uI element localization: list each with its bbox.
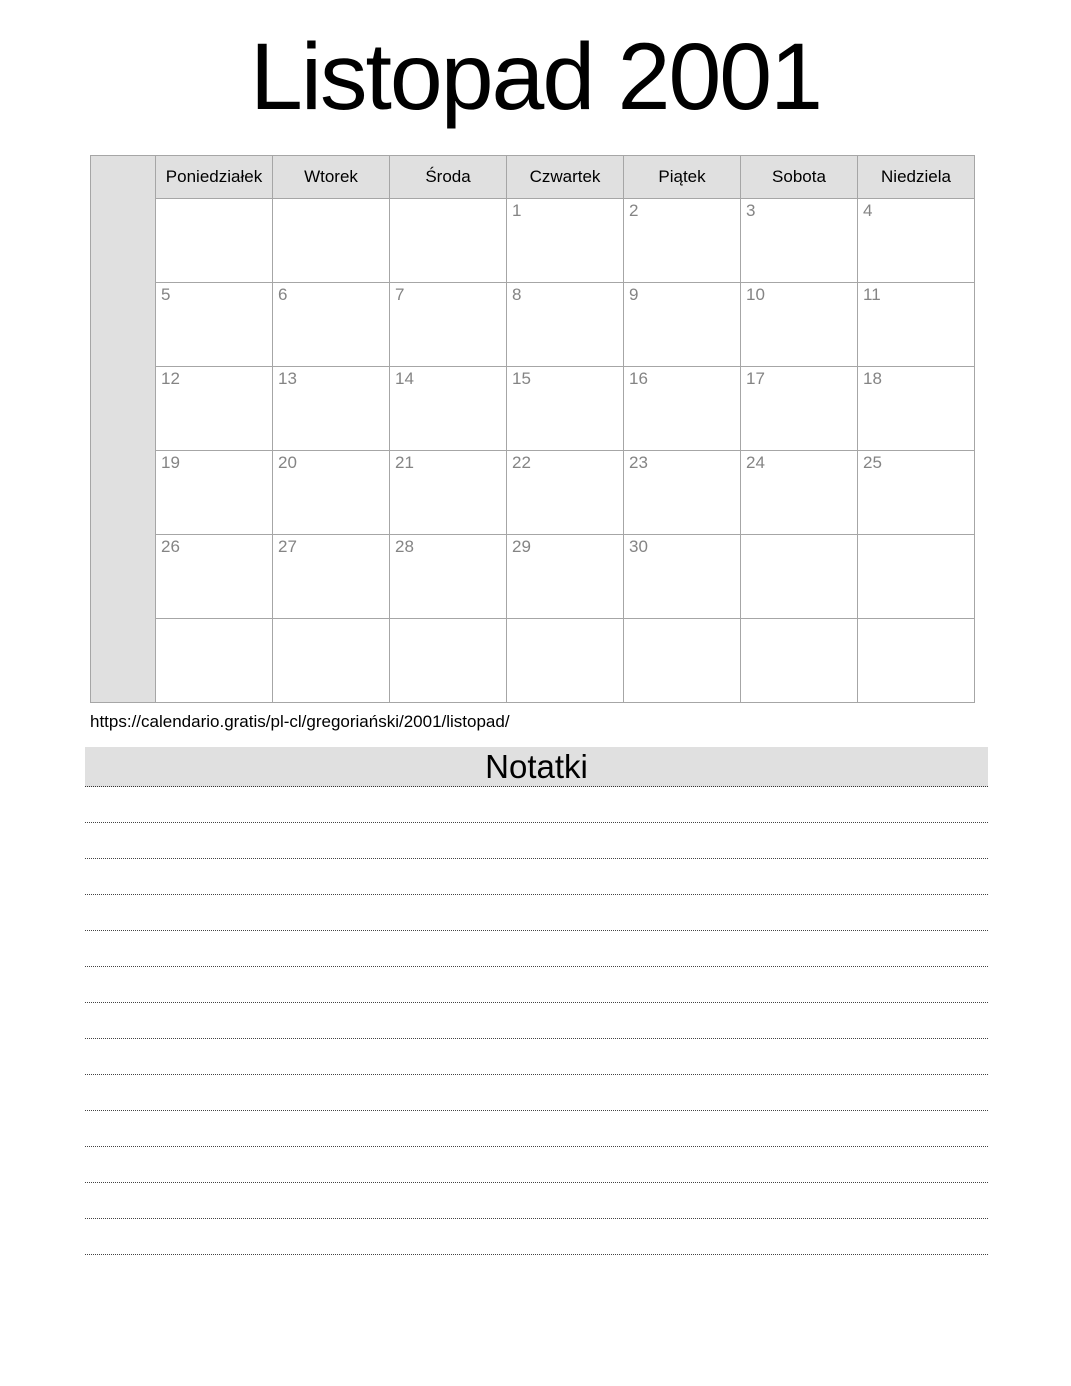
weekday-header-sunday: Niedziela [858,156,975,199]
day-cell [156,199,273,283]
day-cell: 10 [741,283,858,367]
note-line [85,1075,988,1111]
day-cell: 18 [858,367,975,451]
day-cell [507,619,624,703]
day-cell [156,619,273,703]
day-cell: 21 [390,451,507,535]
day-cell [273,199,390,283]
notes-lines [85,787,988,1255]
day-cell: 27 [273,535,390,619]
day-cell: 5 [156,283,273,367]
day-cell: 23 [624,451,741,535]
note-line [85,931,988,967]
day-cell [390,619,507,703]
weekday-header-friday: Piątek [624,156,741,199]
week-row [91,199,975,283]
weekday-header-thursday: Czwartek [507,156,624,199]
day-cell: 22 [507,451,624,535]
source-url-text: https://calendario.gratis/pl-cl/gregoriański/2001/listopad/ [90,712,510,731]
day-cell: 2 [624,199,741,283]
week-row [91,451,975,535]
day-cell [858,619,975,703]
day-cell: 14 [390,367,507,451]
notes-header [85,747,988,787]
day-cell [390,199,507,283]
week-row [91,535,975,619]
weekday-header-tuesday: Wtorek [273,156,390,199]
day-cell [741,619,858,703]
day-cell: 24 [741,451,858,535]
day-cell: 25 [858,451,975,535]
week-row [91,367,975,451]
day-cell: 9 [624,283,741,367]
day-cell: 19 [156,451,273,535]
weekday-header-row [91,156,975,199]
week-row [91,619,975,703]
day-cell [858,535,975,619]
calendar [90,155,975,703]
day-cell: 8 [507,283,624,367]
note-line [85,1183,988,1219]
note-line [85,787,988,823]
note-line [85,823,988,859]
weekday-header-monday: Poniedziałek [156,156,273,199]
day-cell: 28 [390,535,507,619]
day-cell [624,619,741,703]
day-cell: 6 [273,283,390,367]
calendar-table [90,155,975,703]
weekday-header-saturday: Sobota [741,156,858,199]
day-cell: 16 [624,367,741,451]
day-cell: 26 [156,535,273,619]
weekday-header-wednesday: Środa [390,156,507,199]
day-cell: 1 [507,199,624,283]
day-cell: 3 [741,199,858,283]
day-cell: 15 [507,367,624,451]
day-cell: 11 [858,283,975,367]
notes-title: Notatki [485,748,588,785]
sidebar-column [91,156,156,703]
notes-section [85,747,988,1255]
day-cell: 20 [273,451,390,535]
page-title: Listopad 2001 [250,24,821,130]
note-line [85,895,988,931]
day-cell: 30 [624,535,741,619]
day-cell: 7 [390,283,507,367]
day-cell [273,619,390,703]
day-cell: 12 [156,367,273,451]
note-line [85,1147,988,1183]
day-cell: 17 [741,367,858,451]
day-cell: 29 [507,535,624,619]
note-line [85,859,988,895]
note-line [85,1111,988,1147]
day-cell [741,535,858,619]
note-line [85,1003,988,1039]
week-row [91,283,975,367]
note-line [85,967,988,1003]
day-cell: 13 [273,367,390,451]
note-line [85,1219,988,1255]
note-line [85,1039,988,1075]
day-cell: 4 [858,199,975,283]
